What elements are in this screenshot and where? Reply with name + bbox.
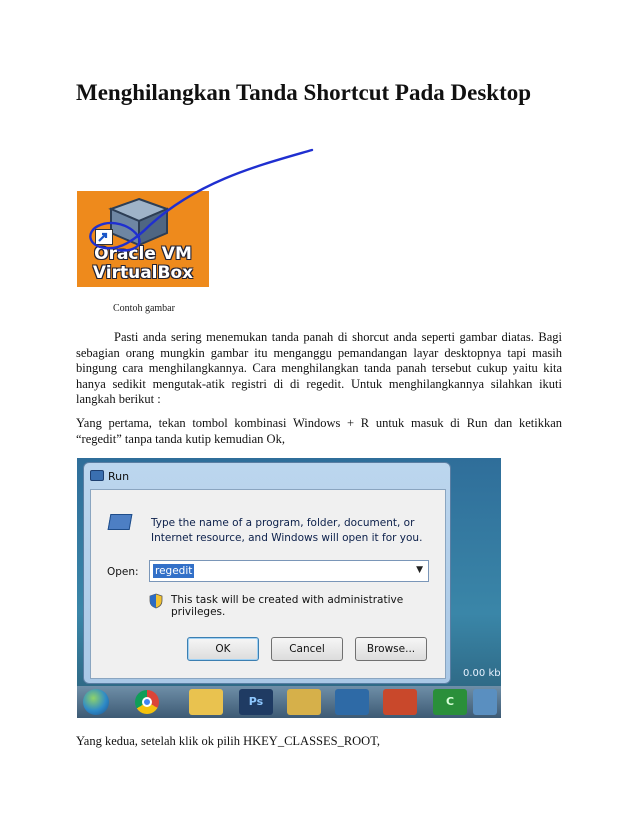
run-description: Type the name of a program, folder, document, or Internet resource, and Windows will open it for you. (151, 517, 423, 544)
vbox-label-line1: Oracle VM (94, 244, 192, 264)
taskbar (77, 686, 501, 718)
open-label: Open: (107, 566, 139, 578)
paragraph-intro: Pasti anda sering menemukan tanda panah di shorcut anda seperti gambar diatas. Bagi sebagian orang mungkin gambar itu menganggu pemandangan layar desktopnya tapi masih bingung cara menghilangkannya. Cara menghilangkan tanda panah tersebut cukup yaitu kita hanya sedikit mengutak-atik registri di di regedit. Untuk menghilangkannya silahkan ikuti langkah berikut : (76, 330, 562, 407)
cancel-button[interactable]: Cancel (271, 637, 343, 661)
run-window (83, 462, 451, 684)
page-title: Menghilangkan Tanda Shortcut Pada Desktop (76, 80, 532, 105)
run-window-title: Run (108, 470, 130, 483)
program-icon (108, 514, 133, 530)
powerpoint-icon[interactable] (383, 689, 417, 715)
start-button-icon[interactable] (83, 689, 109, 715)
paragraph-step-2: Yang kedua, setelah klik ok pilih HKEY_CLASSES_ROOT, (76, 734, 381, 748)
camtasia-icon[interactable]: C (433, 689, 467, 715)
open-combobox[interactable] (149, 560, 429, 582)
vbox-label-line2: VirtualBox (92, 263, 194, 283)
network-speed-text: 0.00 kb (463, 668, 501, 679)
chevron-down-icon[interactable]: ▼ (416, 565, 423, 575)
ok-button[interactable]: OK (187, 637, 259, 661)
folder-icon[interactable] (189, 689, 223, 715)
browse-button[interactable]: Browse... (355, 637, 427, 661)
explorer-icon[interactable] (287, 689, 321, 715)
virtualbox-shortcut-image (77, 191, 209, 287)
shortcut-arrow-icon (95, 229, 113, 245)
run-window-body (90, 489, 446, 679)
open-input-value[interactable]: regedit (155, 565, 193, 577)
privilege-note: This task will be created with administrative privileges. (171, 594, 404, 618)
run-icon (90, 470, 104, 481)
media-player-icon[interactable] (335, 689, 369, 715)
chrome-icon[interactable] (135, 690, 159, 714)
app-icon[interactable] (473, 689, 497, 715)
figure-caption: Contoh gambar (113, 303, 175, 314)
virtualbox-cube-icon (105, 197, 173, 247)
run-dialog-screenshot (77, 458, 501, 718)
uac-shield-icon (149, 593, 163, 609)
photoshop-icon[interactable]: Ps (239, 689, 273, 715)
paragraph-step-1: Yang pertama, tekan tombol kombinasi Windows + R untuk masuk di Run dan ketikkan “regedit” tanpa tanda kutip kemudian Ok, (76, 416, 562, 446)
